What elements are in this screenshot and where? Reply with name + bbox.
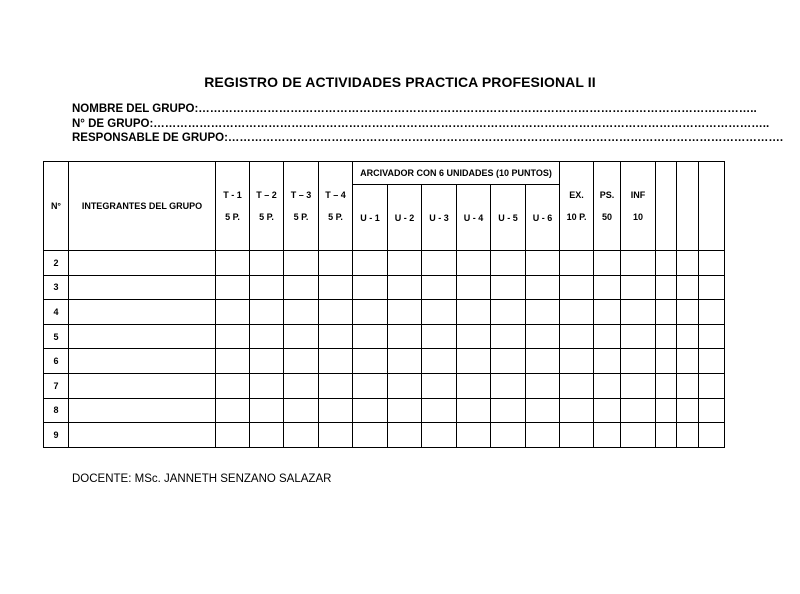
grade-cell[interactable] — [656, 398, 677, 423]
empty-header-cell — [677, 162, 699, 251]
grade-cell[interactable] — [250, 349, 284, 374]
table-row — [44, 349, 725, 374]
grade-cell[interactable] — [457, 275, 491, 300]
grade-cell[interactable] — [621, 275, 656, 300]
group-responsible-field: RESPONSABLE DE GRUPO:………………………………………………………………………………………………………………………………. — [72, 132, 784, 144]
grade-cell[interactable] — [319, 251, 353, 276]
grade-cell[interactable] — [699, 275, 725, 300]
teacher-name: DOCENTE: MSc. JANNETH SENZANO SALAZAR — [72, 473, 332, 485]
grade-cell[interactable] — [677, 251, 699, 276]
grade-cell[interactable] — [457, 423, 491, 448]
grade-cell[interactable] — [388, 349, 422, 374]
grade-cell[interactable] — [594, 300, 621, 325]
task-1-name: T - 1 — [223, 190, 242, 200]
grade-cell[interactable] — [621, 373, 656, 398]
grade-cell[interactable] — [353, 423, 388, 448]
task-4-name: T – 4 — [325, 190, 346, 200]
grade-cell[interactable] — [491, 373, 526, 398]
unit-3-header: U - 3 — [422, 185, 457, 251]
grade-cell[interactable] — [526, 398, 560, 423]
grade-cell[interactable] — [699, 251, 725, 276]
grade-cell[interactable] — [677, 349, 699, 374]
grade-cell[interactable] — [422, 398, 457, 423]
grade-cell[interactable] — [677, 423, 699, 448]
inf-points: 10 — [633, 212, 644, 222]
grade-cell[interactable] — [422, 423, 457, 448]
page-title: REGISTRO DE ACTIVIDADES PRACTICA PROFESIONAL II — [204, 74, 596, 90]
grade-cell[interactable] — [699, 349, 725, 374]
table-row — [44, 324, 725, 349]
grade-cell[interactable] — [216, 300, 250, 325]
grade-cell[interactable] — [353, 300, 388, 325]
task-3-name: T – 3 — [290, 190, 312, 200]
member-name-cell[interactable] — [69, 251, 216, 276]
grade-cell[interactable] — [594, 423, 621, 448]
task-3-points: 5 P. — [293, 212, 309, 222]
grade-cell[interactable] — [422, 275, 457, 300]
grade-cell[interactable] — [491, 398, 526, 423]
grade-cell[interactable] — [677, 398, 699, 423]
grade-cell[interactable] — [388, 373, 422, 398]
grade-cell[interactable] — [526, 300, 560, 325]
grade-cell[interactable] — [560, 275, 594, 300]
grade-cell[interactable] — [457, 324, 491, 349]
table-row — [44, 423, 725, 448]
ps-header — [594, 162, 621, 251]
grade-cell[interactable] — [284, 300, 319, 325]
grade-cell[interactable] — [677, 275, 699, 300]
grade-cell[interactable] — [457, 373, 491, 398]
grade-cell[interactable] — [621, 349, 656, 374]
task-4-header — [319, 162, 353, 251]
grade-cell[interactable] — [388, 324, 422, 349]
members-header: INTEGRANTES DEL GRUPO — [69, 162, 216, 251]
grade-cell[interactable] — [422, 349, 457, 374]
grade-cell[interactable] — [319, 324, 353, 349]
task-2-header — [250, 162, 284, 251]
member-name-cell[interactable] — [69, 373, 216, 398]
grade-cell[interactable] — [656, 423, 677, 448]
member-name-cell[interactable] — [69, 398, 216, 423]
task-1-header — [216, 162, 250, 251]
grade-cell[interactable] — [422, 373, 457, 398]
grade-cell[interactable] — [319, 398, 353, 423]
grade-cell[interactable] — [250, 324, 284, 349]
table-row — [44, 275, 725, 300]
grade-cell[interactable] — [284, 423, 319, 448]
grade-cell[interactable] — [319, 423, 353, 448]
grade-cell[interactable] — [353, 275, 388, 300]
group-number-field: N° DE GRUPO:…………………………………………………………………………………………………………………………………………….. — [72, 118, 770, 130]
row-number: 4 — [44, 300, 69, 325]
grade-cell[interactable] — [216, 423, 250, 448]
row-number: 6 — [44, 349, 69, 374]
grade-cell[interactable] — [560, 251, 594, 276]
grade-cell[interactable] — [250, 398, 284, 423]
grade-cell[interactable] — [284, 398, 319, 423]
row-number: 7 — [44, 373, 69, 398]
grade-cell[interactable] — [216, 373, 250, 398]
grade-cell[interactable] — [422, 251, 457, 276]
grade-cell[interactable] — [353, 251, 388, 276]
grade-cell[interactable] — [216, 349, 250, 374]
task-2-points: 5 P. — [259, 212, 274, 222]
grade-cell[interactable] — [319, 373, 353, 398]
grade-cell[interactable] — [594, 398, 621, 423]
row-number: 2 — [44, 251, 69, 276]
row-number: 9 — [44, 423, 69, 448]
grade-cell[interactable] — [526, 373, 560, 398]
grade-cell[interactable] — [560, 423, 594, 448]
member-name-cell[interactable] — [69, 349, 216, 374]
grade-cell[interactable] — [284, 275, 319, 300]
grade-cell[interactable] — [699, 398, 725, 423]
grade-cell[interactable] — [284, 349, 319, 374]
grade-cell[interactable] — [491, 423, 526, 448]
grade-cell[interactable] — [422, 324, 457, 349]
grade-cell[interactable] — [656, 324, 677, 349]
grade-cell[interactable] — [560, 324, 594, 349]
grade-cell[interactable] — [699, 324, 725, 349]
grade-cell[interactable] — [250, 423, 284, 448]
grade-cell[interactable] — [621, 300, 656, 325]
grade-cell[interactable] — [699, 373, 725, 398]
task-4-points: 5 P. — [328, 212, 343, 222]
grade-cell[interactable] — [594, 349, 621, 374]
table-row — [44, 398, 725, 423]
grade-cell[interactable] — [526, 324, 560, 349]
grade-cell[interactable] — [353, 398, 388, 423]
grade-cell[interactable] — [388, 398, 422, 423]
inf-name: INF — [630, 190, 646, 200]
unit-2-header: U - 2 — [388, 185, 422, 251]
group-name-field: NOMBRE DEL GRUPO:……………………………………………………………………………………………………………………………….. — [72, 103, 757, 115]
grade-cell[interactable] — [699, 423, 725, 448]
task-1-points: 5 P. — [225, 212, 240, 222]
grade-cell[interactable] — [677, 300, 699, 325]
table-row — [44, 251, 725, 276]
grade-cell[interactable] — [621, 423, 656, 448]
grade-cell[interactable] — [284, 324, 319, 349]
empty-header-cell — [699, 162, 725, 251]
grade-cell[interactable] — [216, 324, 250, 349]
unit-5-header: U - 5 — [491, 185, 526, 251]
grade-cell[interactable] — [621, 251, 656, 276]
grade-cell[interactable] — [526, 423, 560, 448]
grade-cell[interactable] — [457, 349, 491, 374]
grade-cell[interactable] — [699, 300, 725, 325]
exam-points: 10 P. — [566, 212, 587, 222]
grade-cell[interactable] — [656, 251, 677, 276]
grade-cell[interactable] — [353, 324, 388, 349]
grade-cell[interactable] — [560, 349, 594, 374]
grade-cell[interactable] — [457, 398, 491, 423]
grade-cell[interactable] — [621, 398, 656, 423]
grade-cell[interactable] — [656, 275, 677, 300]
grade-cell[interactable] — [250, 251, 284, 276]
inf-header — [621, 162, 656, 251]
grade-cell[interactable] — [319, 349, 353, 374]
grade-cell[interactable] — [491, 251, 526, 276]
ps-name: PS. — [599, 190, 615, 200]
number-header: N° — [44, 162, 69, 251]
grade-cell[interactable] — [594, 251, 621, 276]
grade-cell[interactable] — [388, 275, 422, 300]
grade-cell[interactable] — [491, 324, 526, 349]
grade-cell[interactable] — [457, 300, 491, 325]
empty-header-cell — [656, 162, 677, 251]
grade-cell[interactable] — [457, 251, 491, 276]
grade-cell[interactable] — [594, 324, 621, 349]
grade-cell[interactable] — [250, 275, 284, 300]
row-number: 5 — [44, 324, 69, 349]
grade-cell[interactable] — [560, 398, 594, 423]
grade-cell[interactable] — [526, 275, 560, 300]
grade-cell[interactable] — [656, 300, 677, 325]
grade-cell[interactable] — [250, 300, 284, 325]
grade-cell[interactable] — [319, 275, 353, 300]
grade-cell[interactable] — [594, 275, 621, 300]
grade-cell[interactable] — [353, 373, 388, 398]
grade-cell[interactable] — [677, 324, 699, 349]
table-row — [44, 373, 725, 398]
member-name-cell[interactable] — [69, 423, 216, 448]
grade-cell[interactable] — [284, 373, 319, 398]
unit-1-header: U - 1 — [353, 185, 388, 251]
grade-cell[interactable] — [388, 251, 422, 276]
grade-cell[interactable] — [388, 300, 422, 325]
exam-header — [560, 162, 594, 251]
grade-cell[interactable] — [250, 373, 284, 398]
grade-cell[interactable] — [422, 300, 457, 325]
member-name-cell[interactable] — [69, 275, 216, 300]
member-name-cell[interactable] — [69, 300, 216, 325]
archivador-header: ARCIVADOR CON 6 UNIDADES (10 PUNTOS) — [353, 162, 560, 185]
task-3-header — [284, 162, 319, 251]
exam-name: EX. — [569, 190, 584, 200]
activity-register-table — [43, 161, 725, 448]
grade-cell[interactable] — [677, 373, 699, 398]
unit-4-header: U - 4 — [457, 185, 491, 251]
grade-cell[interactable] — [560, 300, 594, 325]
row-number: 3 — [44, 275, 69, 300]
grade-cell[interactable] — [491, 300, 526, 325]
table-row — [44, 300, 725, 325]
grade-cell[interactable] — [216, 398, 250, 423]
grade-cell[interactable] — [656, 373, 677, 398]
grade-cell[interactable] — [560, 373, 594, 398]
ps-points: 50 — [602, 212, 613, 222]
task-2-name: T – 2 — [256, 190, 277, 200]
grade-cell[interactable] — [526, 349, 560, 374]
member-name-cell[interactable] — [69, 324, 216, 349]
grade-cell[interactable] — [621, 324, 656, 349]
grade-cell[interactable] — [216, 275, 250, 300]
grade-cell[interactable] — [656, 349, 677, 374]
grade-cell[interactable] — [319, 300, 353, 325]
grade-cell[interactable] — [388, 423, 422, 448]
grade-cell[interactable] — [353, 349, 388, 374]
grade-cell[interactable] — [491, 349, 526, 374]
row-number: 8 — [44, 398, 69, 423]
grade-cell[interactable] — [526, 251, 560, 276]
grade-cell[interactable] — [594, 373, 621, 398]
unit-6-header: U - 6 — [526, 185, 560, 251]
grade-cell[interactable] — [491, 275, 526, 300]
grade-cell[interactable] — [216, 251, 250, 276]
grade-cell[interactable] — [284, 251, 319, 276]
